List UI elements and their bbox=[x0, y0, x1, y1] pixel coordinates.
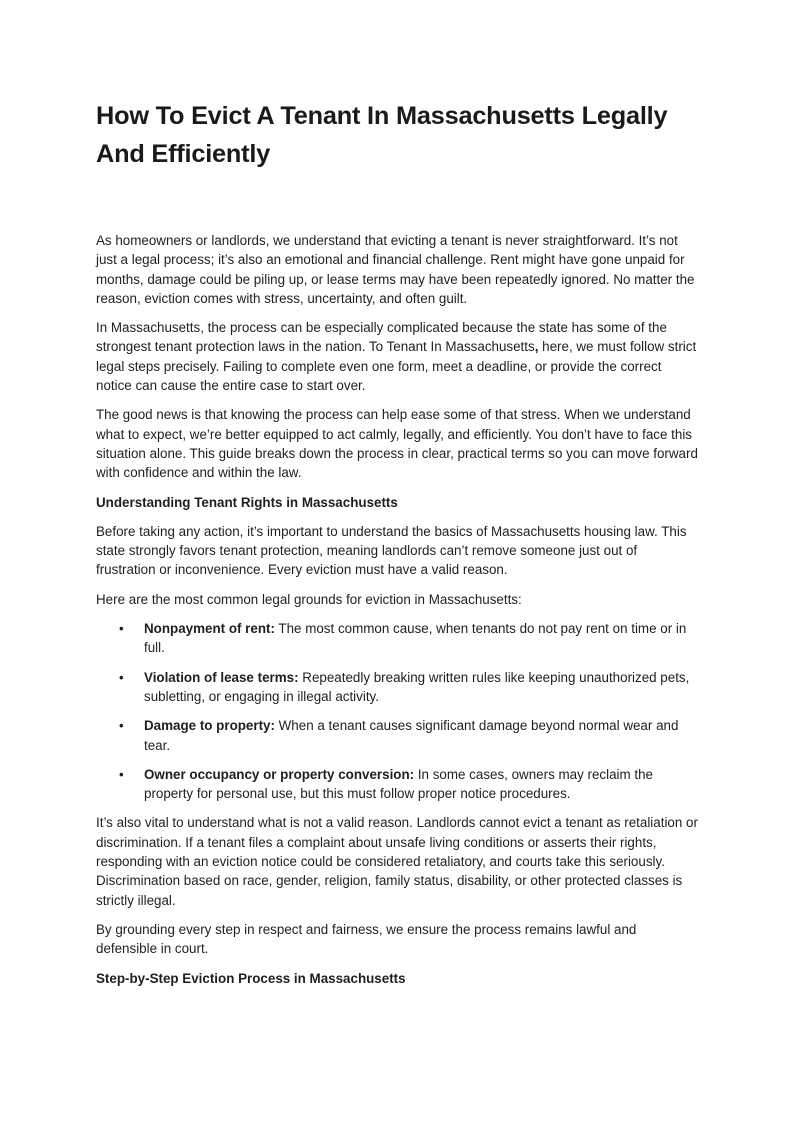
fairness-paragraph: By grounding every step in respect and fairness, we ensure the process remains lawful and defensible in court. bbox=[96, 921, 637, 957]
list-item-term: Owner occupancy or property conversion: bbox=[144, 766, 415, 782]
list-item-text: Repeatedly breaking written rules like keeping unauthorized pets, subletting, or engaging in illegal activity. bbox=[144, 669, 690, 704]
intro-paragraph: As homeowners or landlords, we understand that evicting a tenant is never straightforward. It’s not just a legal process; it’s also an emotional and financial challenge. Rent might have gone unpaid for months, damage could be piling up, or lease terms may have been repeatedly ignored. No matter the reason, eviction comes with stress, uncertainty, and often guilt. bbox=[96, 233, 695, 306]
bullet-icon: • bbox=[119, 669, 124, 685]
bullet-icon: • bbox=[119, 718, 124, 734]
list-item bbox=[96, 668, 700, 707]
section-heading-eviction-process: Step-by-Step Eviction Process in Massachusetts bbox=[96, 970, 406, 986]
list-item-term: Nonpayment of rent: bbox=[144, 621, 275, 637]
list-item-term: Violation of lease terms: bbox=[144, 669, 299, 685]
list-item-text: The most common cause, when tenants do not pay rent on time or in full. bbox=[144, 621, 687, 656]
section-heading-tenant-rights: Understanding Tenant Rights in Massachusetts bbox=[96, 494, 398, 510]
grounds-intro-paragraph: Here are the most common legal grounds for eviction in Massachusetts: bbox=[96, 591, 522, 607]
bold-comma: , bbox=[534, 339, 539, 355]
eviction-grounds-list bbox=[96, 619, 700, 803]
housing-law-paragraph: Before taking any action, it’s important to understand the basics of Massachusetts housing law. This state strongly favors tenant protection, meaning landlords can’t remove someone just out of frustration or inconvenience. Every eviction must have a valid reason. bbox=[96, 523, 687, 578]
article-title: How To Evict A Tenant In Massachusetts Legally And Efficiently bbox=[96, 102, 668, 168]
list-item-term: Damage to property: bbox=[144, 718, 275, 734]
complexity-text-end: here, we must follow strict legal steps precisely. Failing to complete even one form, meet a deadline, or provide the correct notice can cause the entire case to start over. bbox=[96, 339, 697, 394]
good-news-paragraph: The good news is that knowing the process can help ease some of that stress. When we understand what to expect, we’re better equipped to act calmly, legally, and efficiently. You don’t have to face this situation alone. This guide breaks down the process in clear, practical terms so you can move forward with confidence and within the law. bbox=[96, 407, 698, 481]
document-page bbox=[96, 97, 700, 998]
invalid-reasons-paragraph: It’s also vital to understand what is not a valid reason. Landlords cannot evict a tenant as retaliation or discrimination. If a tenant files a complaint about unsafe living conditions or asserts their rights, responding with an eviction notice could be considered retaliatory, and courts take this seriously. Discrimination based on race, gender, religion, family status, disability, or other protected classes is strictly illegal. bbox=[96, 815, 698, 908]
list-item bbox=[96, 716, 700, 755]
list-item bbox=[96, 619, 700, 658]
list-item bbox=[96, 765, 700, 804]
list-item-text: In some cases, owners may reclaim the property for personal use, but this must follow proper notice procedures. bbox=[144, 766, 653, 802]
complexity-paragraph bbox=[96, 318, 700, 395]
bullet-icon: • bbox=[119, 621, 124, 637]
bullet-icon: • bbox=[119, 766, 124, 782]
list-item-text: When a tenant causes significant damage beyond normal wear and tear. bbox=[144, 718, 679, 753]
complexity-text-start: In Massachusetts, the process can be especially complicated because the state has some of the strongest tenant protection laws in the nation. To Tenant In Massachusetts bbox=[96, 320, 667, 355]
